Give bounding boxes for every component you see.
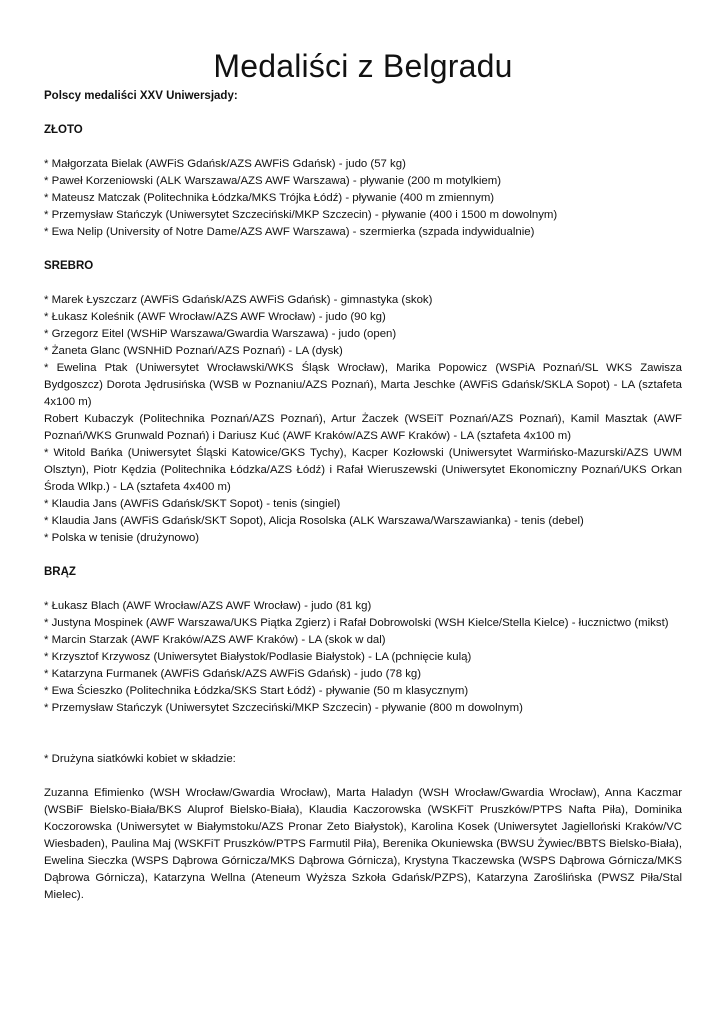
list-item: * Katarzyna Furmanek (AWFiS Gdańsk/AZS AWFiS Gdańsk) - judo (78 kg) xyxy=(44,668,422,680)
spacer xyxy=(44,581,682,598)
list-item: * Ewelina Ptak (Uniwersytet Wrocławski/WKS Śląsk Wrocław), Marika Popowicz (WSPiA Poznań/SL WKS Zawisza Bydgoszcz) Dorota Jędrusińska (WSB w Poznaniu/AZS Poznań), Marta Jeschke (AWFiS Gdańsk/SKLA Sopot) - LA (sztafeta 4x100 m) xyxy=(44,362,682,408)
list-item: * Marcin Starzak (AWF Kraków/AZS AWF Kraków) - LA (skok w dal) xyxy=(44,634,386,646)
list-item: * Witold Bańka (Uniwersytet Śląski Katowice/GKS Tychy), Kacper Kozłowski (Uniwersytet Warmińsko-Mazurski/AZS UWM Olsztyn), Piotr Kędzia (Politechnika Łódzka/AZS Łódź) i Rafał Wieruszewski (Uniwersytet Ekonomiczny Poznań/UKS Orkan Środa Wlkp.) - LA (sztafeta 4x400 m) xyxy=(44,447,682,493)
list-item: * Polska w tenisie (drużynowo) xyxy=(44,532,200,544)
bronze-heading: BRĄZ xyxy=(44,566,76,578)
spacer xyxy=(44,105,682,122)
list-item: * Ewa Ścieszko (Politechnika Łódzka/SKS Start Łódź) - pływanie (50 m klasycznym) xyxy=(44,685,469,697)
document-subtitle: Polscy medaliści XXV Uniwersjady: xyxy=(44,90,238,102)
spacer xyxy=(44,717,682,734)
list-item: * Łukasz Blach (AWF Wrocław/AZS AWF Wrocław) - judo (81 kg) xyxy=(44,600,372,612)
gold-list xyxy=(44,156,682,241)
page-title: Medaliści z Belgradu xyxy=(213,48,513,84)
list-item: Robert Kubaczyk (Politechnika Poznań/AZS Poznań), Artur Żaczek (WSEiT Poznań/AZS Poznań), Kamil Masztak (AWF Poznań/WKS Grunwald Poznań) i Dariusz Kuć (AWF Kraków/AZS AWF Kraków) - LA (sztafeta 4x100 m) xyxy=(44,413,682,442)
list-item: * Przemysław Stańczyk (Uniwersytet Szczeciński/MKP Szczecin) - pływanie (400 i 1500 m dowolnym) xyxy=(44,209,558,221)
spacer xyxy=(44,241,682,258)
gold-heading: ZŁOTO xyxy=(44,124,83,136)
list-item: * Krzysztof Krzywosz (Uniwersytet Białystok/Podlasie Białystok) - LA (pchnięcie kulą) xyxy=(44,651,472,663)
spacer xyxy=(44,768,682,785)
bronze-list xyxy=(44,598,682,717)
spacer xyxy=(44,734,682,751)
silver-heading: SREBRO xyxy=(44,260,94,272)
volleyball-intro: * Drużyna siatkówki kobiet w składzie: xyxy=(44,753,236,765)
spacer xyxy=(44,275,682,292)
list-item: * Paweł Korzeniowski (ALK Warszawa/AZS AWF Warszawa) - pływanie (200 m motylkiem) xyxy=(44,175,502,187)
list-item: * Mateusz Matczak (Politechnika Łódzka/MKS Trójka Łódź) - pływanie (400 m zmiennym) xyxy=(44,192,495,204)
volleyball-roster: Zuzanna Efimienko (WSH Wrocław/Gwardia Wrocław), Marta Haladyn (WSH Wrocław/Gwardia Wrocław), Anna Kaczmar (WSBiF Bielsko-Biała/BKS Aluprof Bielsko-Biała), Klaudia Kaczorowska (WSKFiT Pruszków/PTPS Nafta Piła), Dominika Koczorowska (Uniwersytet w Białymstoku/AZS Pronar Zeto Białystok), Karolina Kosek (Uniwersytet Jagielloński Kraków/VC Wiesbaden), Paulina Maj (WSKFiT Pruszków/PTPS Farmutil Piła), Berenika Okuniewska (BWSU Żywiec/BBTS Bielsko-Biała), Ewelina Sieczka (WSPS Dąbrowa Górnicza/MKS Dąbrowa Górnicza), Krystyna Tkaczewska (WSPS Dąbrowa Górnicza/MKS Dąbrowa Górnicza), Katarzyna Wellna (Ateneum Wyższa Szkoła Gdańsk/PZPS), Katarzyna Zaroślińska (PWSZ Piła/Stal Mielec). xyxy=(44,787,682,901)
list-item: * Klaudia Jans (AWFiS Gdańsk/SKT Sopot) - tenis (singiel) xyxy=(44,498,341,510)
spacer xyxy=(44,547,682,564)
list-item: * Justyna Mospinek (AWF Warszawa/UKS Piątka Zgierz) i Rafał Dobrowolski (WSH Kielce/Stella Kielce) - łucznictwo (mikst) xyxy=(44,617,669,629)
list-item: * Marek Łyszczarz (AWFiS Gdańsk/AZS AWFiS Gdańsk) - gimnastyka (skok) xyxy=(44,294,433,306)
spacer xyxy=(44,139,682,156)
list-item: * Przemysław Stańczyk (Uniwersytet Szczeciński/MKP Szczecin) - pływanie (800 m dowolnym) xyxy=(44,702,523,714)
list-item: * Klaudia Jans (AWFiS Gdańsk/SKT Sopot), Alicja Rosolska (ALK Warszawa/Warszawianka) - tenis (debel) xyxy=(44,515,584,527)
silver-list xyxy=(44,292,682,547)
document-page xyxy=(44,0,682,904)
list-item: * Łukasz Koleśnik (AWF Wrocław/AZS AWF Wrocław) - judo (90 kg) xyxy=(44,311,386,323)
list-item: * Ewa Nelip (University of Notre Dame/AZS AWF Warszawa) - szermierka (szpada indywidualnie) xyxy=(44,226,535,238)
list-item: * Grzegorz Eitel (WSHiP Warszawa/Gwardia Warszawa) - judo (open) xyxy=(44,328,397,340)
list-item: * Małgorzata Bielak (AWFiS Gdańsk/AZS AWFiS Gdańsk) - judo (57 kg) xyxy=(44,158,406,170)
list-item: * Żaneta Glanc (WSNHiD Poznań/AZS Poznań) - LA (dysk) xyxy=(44,345,343,357)
